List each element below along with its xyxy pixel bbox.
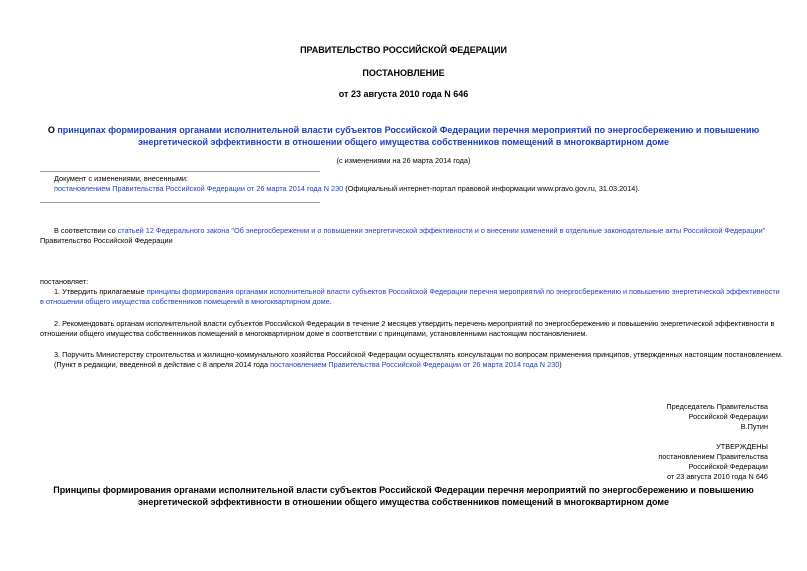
principles-title xyxy=(0,484,807,508)
item1-link-cont[interactable]: в отношении общего имущества собственников помещений в многоквартирном доме xyxy=(40,297,330,306)
changes-tail: (Официальный интернет-портал правовой информации www.pravo.gov.ru, 31.03.2014). xyxy=(343,184,640,193)
approved-line3: Российской Федерации xyxy=(688,462,768,471)
item1-end: . xyxy=(329,297,332,306)
approved-line2: постановлением Правительства xyxy=(658,452,768,461)
preamble-line1 xyxy=(54,226,765,236)
doc-title xyxy=(0,124,807,148)
changes-note: (с изменениями на 26 марта 2014 года) xyxy=(336,156,471,165)
decides-text: постановляет: xyxy=(40,277,89,286)
changes-link[interactable]: постановлением Правительства Российской Федерации от 26 марта 2014 года N 230 xyxy=(54,184,344,193)
approved-block xyxy=(658,442,768,482)
signature-name: В.Путин xyxy=(740,422,768,431)
changes-entry xyxy=(54,184,640,194)
changes-intro: Документ с изменениями, внесенными: xyxy=(54,174,188,183)
item2-line2: отношении общего имущества собственников помещений в многоквартирном доме в соответствии с принципами, установленными настоящим постановлением. xyxy=(40,329,588,338)
principles-title-line1: Принципы формирования органами исполнительной власти субъектов Российской Федерации перечня мероприятий по энергосбережению и повышению xyxy=(53,485,754,495)
item2-line1: 2. Рекомендовать органам исполнительной власти субъектов Российской Федерации в течение 2 месяцев утвердить перечень мероприятий по энергосбережению и повышению энергетической эффективности в xyxy=(54,319,775,328)
item3-note-link[interactable]: постановлением Правительства Российской Федерации от 26 марта 2014 года N 230 xyxy=(270,360,560,369)
doc-type: ПОСТАНОВЛЕНИЕ xyxy=(362,68,445,78)
divider-top xyxy=(40,171,320,172)
approved-line1: УТВЕРЖДЕНЫ xyxy=(716,442,768,451)
item3-note-text: (Пункт в редакции, введенной в действие с 8 апреля 2014 года xyxy=(54,360,271,369)
preamble-law-link[interactable]: статьей 12 Федерального закона "Об энергосбережении и о повышении энергетической эффективности и о внесении изменений в отдельные законодательные акты Российской Федерации" xyxy=(117,226,766,235)
item1-link[interactable]: принципы формирования органами исполнительной власти субъектов Российской Федерации перечня мероприятий по энергосбережению и повышению энергетической эффективности xyxy=(146,287,780,296)
item3-note-end: ) xyxy=(559,360,562,369)
item1-line1 xyxy=(54,287,780,297)
title-link-line2[interactable]: энергетической эффективности в отношении общего имущества собственников помещений в многоквартирном доме xyxy=(137,137,670,147)
preamble-text: В соответствии со xyxy=(54,226,118,235)
item3-line1: 3. Поручить Министерству строительства и жилищно-коммунального хозяйства Российской Федерации осуществлять консультации по вопросам применения принципов, утвержденных настоящим постановлением. xyxy=(54,350,783,359)
item1-text: 1. Утвердить прилагаемые xyxy=(54,287,147,296)
signature-line1: Председатель Правительства xyxy=(666,402,768,411)
signature-line2: Российской Федерации xyxy=(688,412,768,421)
title-link-line1[interactable]: принципах формирования органами исполнительной власти субъектов Российской Федерации перечня мероприятий по энергосбережению и повышению xyxy=(57,125,760,135)
title-prefix: О xyxy=(47,125,58,135)
approved-line4: от 23 августа 2010 года N 646 xyxy=(666,472,768,481)
doc-date: от 23 августа 2010 года N 646 xyxy=(338,89,469,99)
org-name: ПРАВИТЕЛЬСТВО РОССИЙСКОЙ ФЕДЕРАЦИИ xyxy=(300,45,507,55)
principles-title-line2: энергетической эффективности в отношении общего имущества собственников помещений в многоквартирном доме xyxy=(137,497,670,507)
item3-note xyxy=(54,360,562,370)
divider-bottom xyxy=(40,202,320,203)
preamble-line2: Правительство Российской Федерации xyxy=(40,236,173,245)
signature-block xyxy=(666,402,768,432)
item1-line2 xyxy=(40,297,332,307)
